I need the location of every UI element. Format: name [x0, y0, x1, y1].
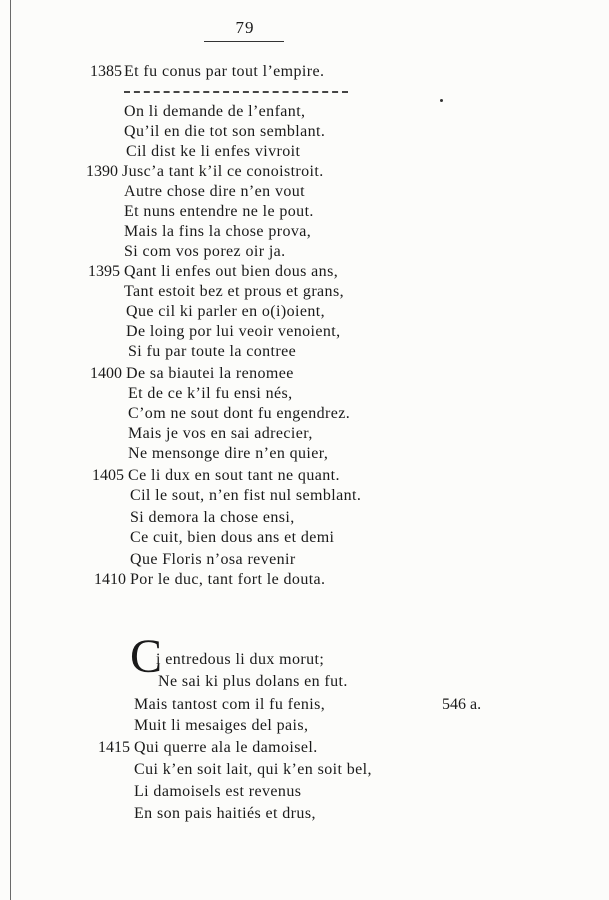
page-edge-line: [10, 0, 11, 900]
verse-line: Si com vos porez oir ja.: [124, 243, 286, 260]
drop-cap: C: [130, 630, 163, 683]
verse-line: Ce li dux en sout tant ne quant.: [128, 467, 340, 484]
verse-line: Jusc’a tant k’il ce conoistroit.: [122, 163, 324, 180]
verse-line: Mais tantost com il fu fenis,: [134, 696, 326, 713]
verse-line: Cil le sout, n’en fist nul semblant.: [130, 487, 362, 504]
verse-line: Et nuns entendre ne le pout.: [124, 203, 314, 220]
verse-line: Que cil ki parler en o(i)oient,: [126, 303, 325, 320]
verse-line: Si demora la chose ensi,: [130, 509, 295, 526]
verse-line: C’om ne sout dont fu engendrez.: [128, 405, 351, 422]
verse-line: On li demande de l’enfant,: [124, 103, 306, 120]
verse-line: Mais je vos en sai adrecier,: [128, 425, 313, 442]
verse-line: Ne sai ki plus dolans en fut.: [158, 673, 348, 690]
verse-line: Li damoisels est revenus: [134, 783, 302, 800]
line-number: 1415: [98, 739, 130, 756]
verse-line: Si fu par toute la contree: [128, 343, 297, 360]
verse-line: En son pais haitiés et drus,: [134, 805, 316, 822]
verse-line: Muit li mesaiges del pais,: [134, 717, 309, 734]
verse-line: Mais la fins la chose prova,: [124, 223, 312, 240]
verse-line: Et de ce k’il fu ensi nés,: [128, 385, 293, 402]
verse-line: Ce cuit, bien dous ans et demi: [130, 529, 335, 546]
line-number: 1410: [94, 571, 126, 588]
line-number: 1385: [90, 63, 122, 80]
page-number-rule: [204, 41, 284, 42]
verse-line: Ne mensonge dire n’en quier,: [128, 445, 329, 462]
verse-line: i entredous li dux morut;: [156, 651, 325, 668]
line-number: 1400: [90, 365, 122, 382]
verse-line: Cil dist ke li enfes vivroit: [126, 143, 301, 160]
verse-line: Qu’il en die tot son semblant.: [124, 123, 326, 140]
page-number: 79: [235, 18, 255, 37]
section-separator: [124, 91, 348, 93]
margin-folio-note: 546 a.: [442, 696, 482, 713]
verse-line: Qui querre ala le damoisel.: [134, 739, 318, 756]
ink-dot: [440, 99, 443, 102]
verse-line: Et fu conus par tout l’empire.: [124, 63, 325, 80]
verse-line: Que Floris n’osa revenir: [130, 551, 296, 568]
verse-line: Tant estoit bez et prous et grans,: [124, 283, 344, 300]
line-number: 1395: [88, 263, 120, 280]
verse-line: Cui k’en soit lait, qui k’en soit bel,: [134, 761, 372, 778]
verse-line: Qant li enfes out bien dous ans,: [124, 263, 339, 280]
verse-line: De sa biautei la renomee: [126, 365, 294, 382]
verse-line: Autre chose dire n’en vout: [124, 183, 306, 200]
verse-line: De loing por lui veoir venoient,: [126, 323, 341, 340]
line-number: 1390: [86, 163, 118, 180]
line-number: 1405: [92, 467, 124, 484]
verse-line: Por le duc, tant fort le douta.: [130, 571, 326, 588]
